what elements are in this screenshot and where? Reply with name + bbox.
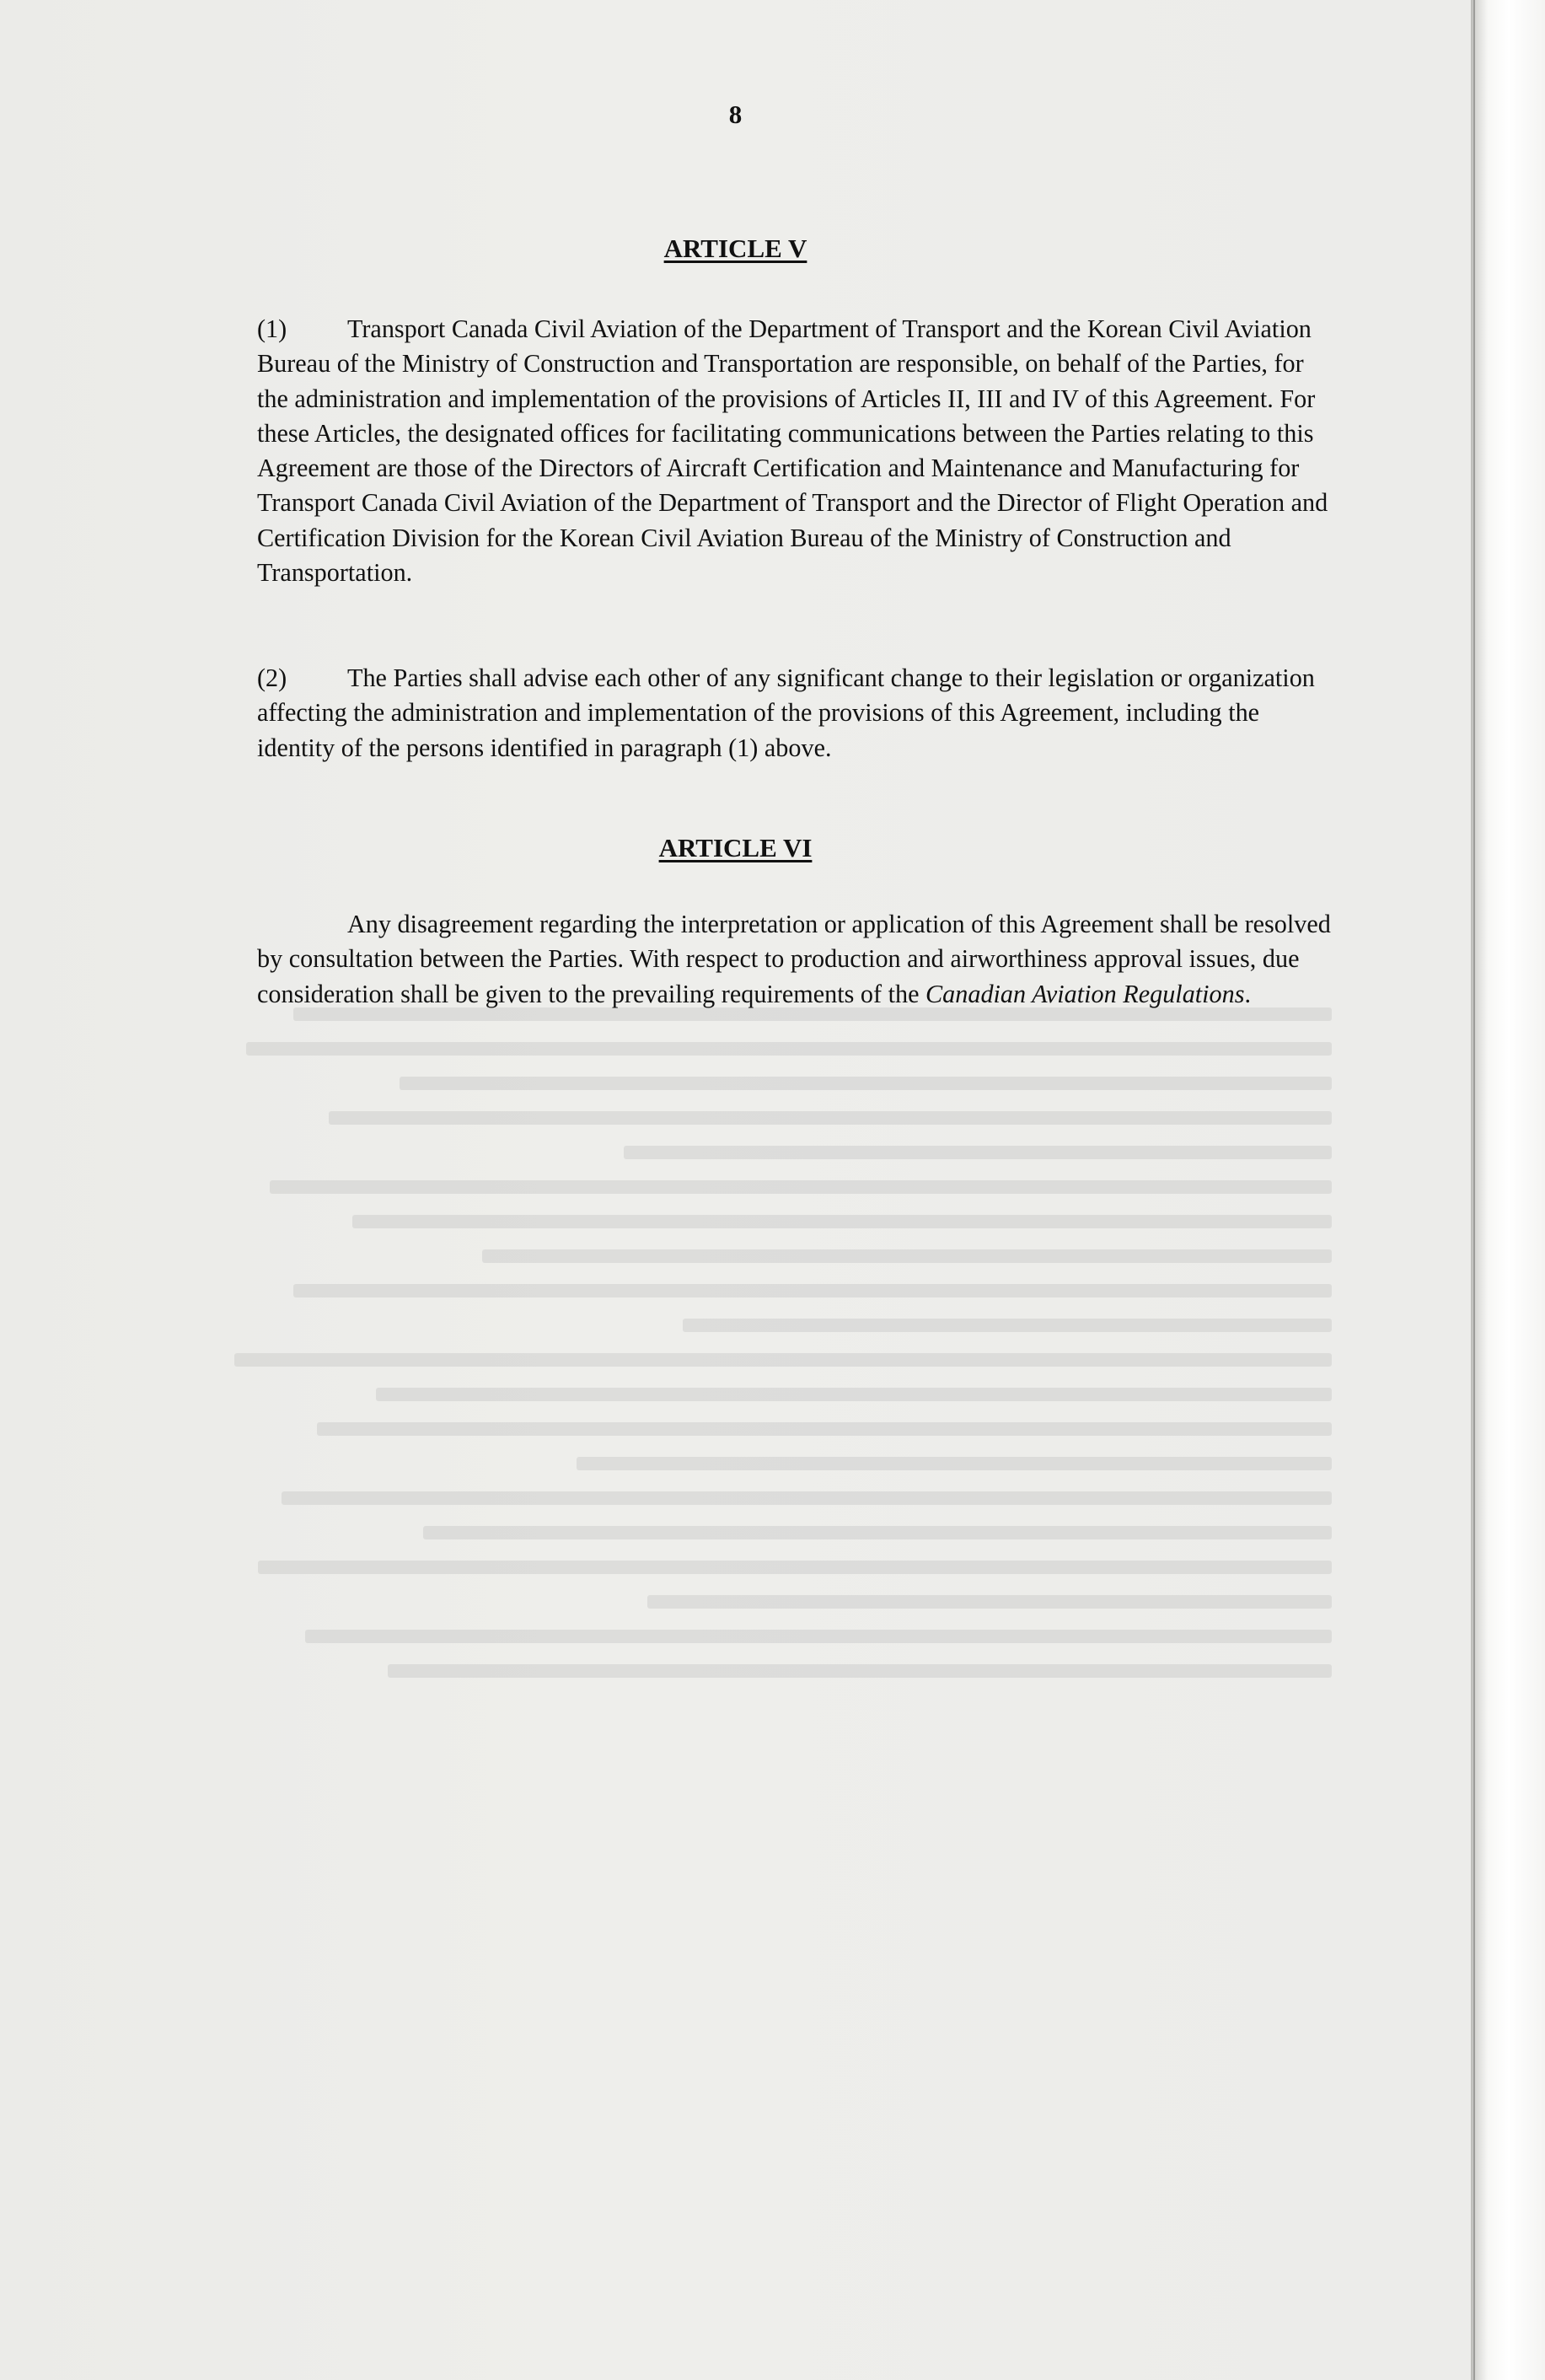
regulations-title: Canadian Aviation Regulations xyxy=(925,979,1245,1008)
article-v-heading: ARTICLE V xyxy=(663,234,807,263)
paragraph-number: (2) xyxy=(257,663,287,692)
article-vi-heading: ARTICLE VI xyxy=(658,833,813,862)
page-number: 8 xyxy=(728,99,743,129)
article-v-paragraph-1 xyxy=(257,312,1340,590)
paragraph-text: The Parties shall advise each other of any significant change to their legislation or organization affecting the administration and implementation of the provisions of this Agreement, including the identity of the persons identified in paragraph (1) above. xyxy=(257,663,1315,762)
binding-edge xyxy=(1471,0,1545,2380)
binding-line xyxy=(1473,0,1475,2380)
paragraph-text: Transport Canada Civil Aviation of the Department of Transport and the Korean Civil Aviation Bureau of the Ministry of Construction and Transportation are responsible, on behalf of the Parties, for the administration and implementation of the provisions of Articles II, III and IV of this Agreement. For these Articles, the designated offices for facilitating communications between the Parties relating to this Agreement are those of the Directors of Aircraft Certification and Maintenance and Manufacturing for Transport Canada Civil Aviation of the Department of Transport and the Director of Flight Operation and Certification Division for the Korean Civil Aviation Bureau of the Ministry of Construction and Transportation. xyxy=(257,314,1328,588)
paragraph-number: (1) xyxy=(257,314,287,343)
article-v-paragraph-2 xyxy=(257,661,1340,766)
paragraph-text: Any disagreement regarding the interpretation or application of this Agreement shall be resolved by consultation between the Parties. With respect to production and airworthiness approval issues, due consideration shall be given to the prevailing requirements of the xyxy=(257,910,1331,1008)
paragraph-end: . xyxy=(1244,979,1252,1008)
article-vi-paragraph xyxy=(257,907,1340,1012)
